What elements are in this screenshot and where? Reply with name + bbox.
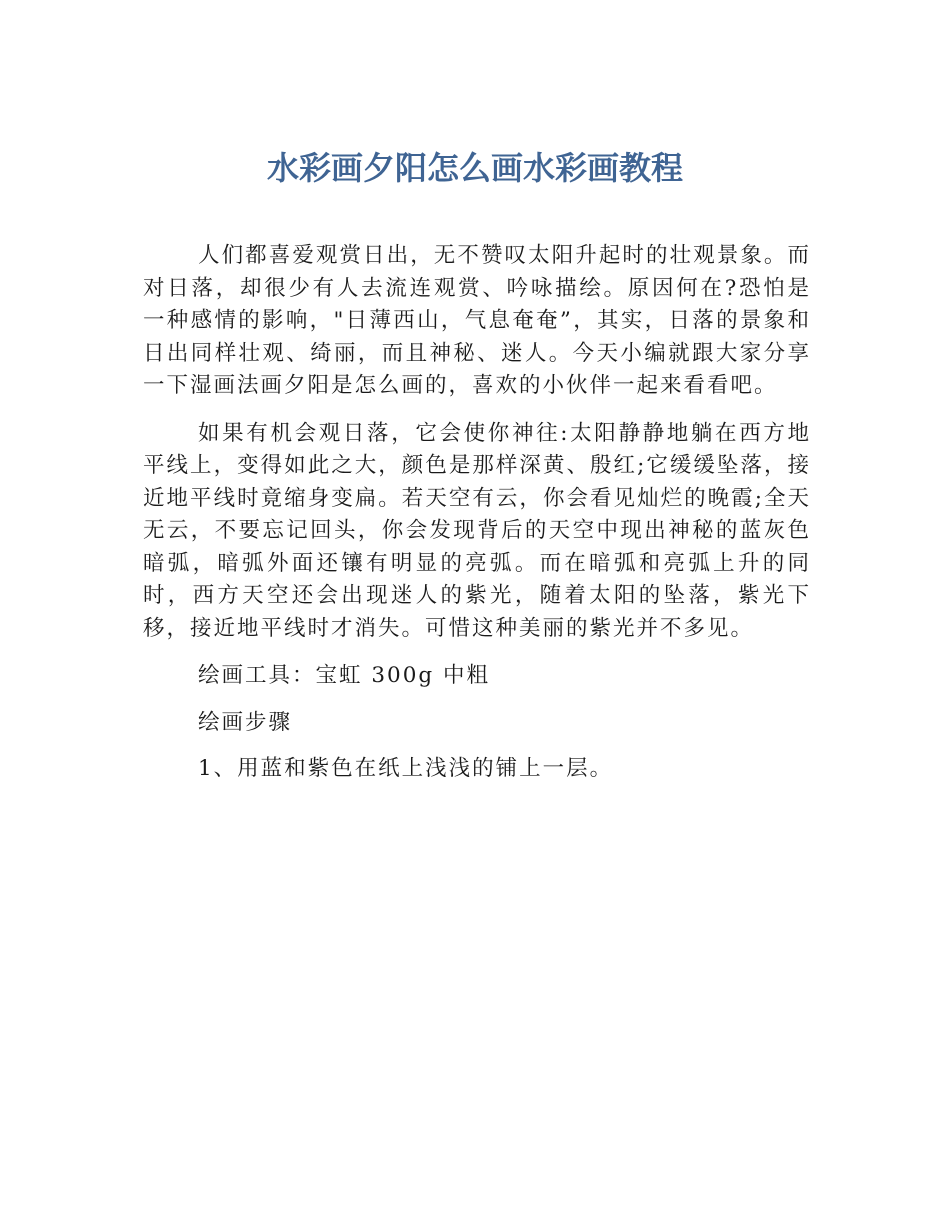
article-body — [143, 240, 811, 800]
paragraph-step-1: 1、用蓝和紫色在纸上浅浅的铺上一层。 — [198, 756, 614, 781]
paragraph-tools: 绘画工具：宝虹 300g 中粗 — [198, 663, 490, 688]
paragraph-sunset-description: 如果有机会观日落，它会使你神往:太阳静静地躺在西方地平线上，变得如此之大，颜色是那样深黄、殷红;它缓缓坠落，接近地平线时竟缩身变扁。若天空有云，你会看见灿烂的晚霞;全天无云，不要忘记回头，你会发现背后的天空中现出神秘的蓝灰色暗弧，暗弧外面还镶有明显的亮弧。而在暗弧和亮弧上升的同时，西方天空还会出现迷人的紫光，随着太阳的坠落，紫光下移，接近地平线时才消失。可惜这种美丽的紫光并不多见。 — [143, 420, 811, 641]
page-title: 水彩画夕阳怎么画水彩画教程 — [266, 149, 683, 187]
paragraph-steps-heading: 绘画步骤 — [198, 709, 293, 735]
paragraph-intro: 人们都喜爱观赏日出，无不赞叹太阳升起时的壮观景象。而对日落，却很少有人去流连观赏、吟咏描绘。原因何在?恐怕是一种感情的影响，"日薄西山，气息奄奄”，其实，日落的景象和日出同样壮观、绮丽，而且神秘、迷人。今天小编就跟大家分享一下湿画法画夕阳是怎么画的，喜欢的小伙伴一起来看看吧。 — [143, 243, 811, 398]
